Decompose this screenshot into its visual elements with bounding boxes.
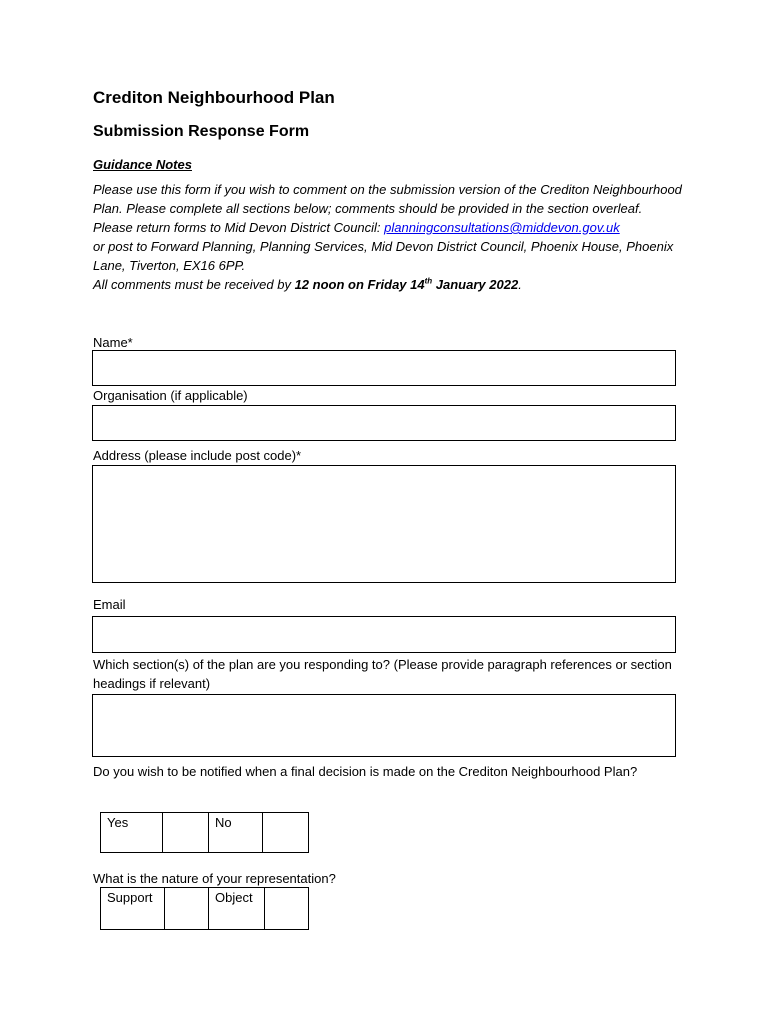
deadline-year: January 2022: [432, 277, 519, 292]
name-label: Name*: [93, 335, 133, 350]
notify-no-checkbox[interactable]: [263, 813, 309, 853]
email-field[interactable]: [92, 616, 676, 653]
deadline-date: [295, 277, 519, 292]
address-field[interactable]: [92, 465, 676, 583]
nature-support-label: Support: [101, 888, 165, 930]
notify-label: Do you wish to be notified when a final decision is made on the Crediton Neighbourhood Plan?: [93, 764, 638, 779]
organisation-label: Organisation (if applicable): [93, 388, 248, 403]
nature-object-label: Object: [209, 888, 265, 930]
name-field[interactable]: [92, 350, 676, 386]
deadline-day: 12 noon on Friday 14: [294, 277, 425, 292]
guidance-heading: Guidance Notes: [93, 157, 192, 172]
email-link[interactable]: planningconsultations@middevon.gov.uk: [384, 220, 620, 235]
notify-yes-checkbox[interactable]: [163, 813, 209, 853]
return-instructions: [93, 218, 693, 237]
deadline-prefix: All comments must be received by: [93, 277, 295, 292]
return-prefix: Please return forms to Mid Devon District Council:: [93, 220, 385, 235]
guidance-paragraph: Please use this form if you wish to comment on the submission version of the Crediton Neighbourhood Plan. Please complete all sections below; comments should be provided in the section overleaf.: [93, 182, 682, 216]
nature-object-checkbox[interactable]: [265, 888, 309, 930]
nature-support-checkbox[interactable]: [165, 888, 209, 930]
notify-yes-label: Yes: [101, 813, 163, 853]
document-title: Crediton Neighbourhood Plan: [93, 88, 335, 107]
organisation-field[interactable]: [92, 405, 676, 441]
post-instructions: or post to Forward Planning, Planning Services, Mid Devon District Council, Phoenix House, Phoenix Lane, Tiverton, EX16 6PP.: [93, 239, 674, 273]
address-label: Address (please include post code)*: [93, 448, 302, 463]
deadline-notice: [93, 275, 693, 294]
notify-no-label: No: [209, 813, 263, 853]
nature-options: [100, 887, 309, 930]
notify-options: [100, 812, 309, 853]
document-subtitle: Submission Response Form: [93, 123, 310, 140]
email-label: Email: [93, 597, 126, 612]
sections-label: Which section(s) of the plan are you responding to? (Please provide paragraph references or section headings if relevant): [93, 657, 672, 691]
deadline-suffix: .: [518, 277, 522, 292]
guidance-notes: [93, 180, 693, 294]
sections-field[interactable]: [92, 694, 676, 757]
deadline-ordinal: th: [424, 276, 433, 286]
nature-label: What is the nature of your representation?: [93, 871, 336, 886]
